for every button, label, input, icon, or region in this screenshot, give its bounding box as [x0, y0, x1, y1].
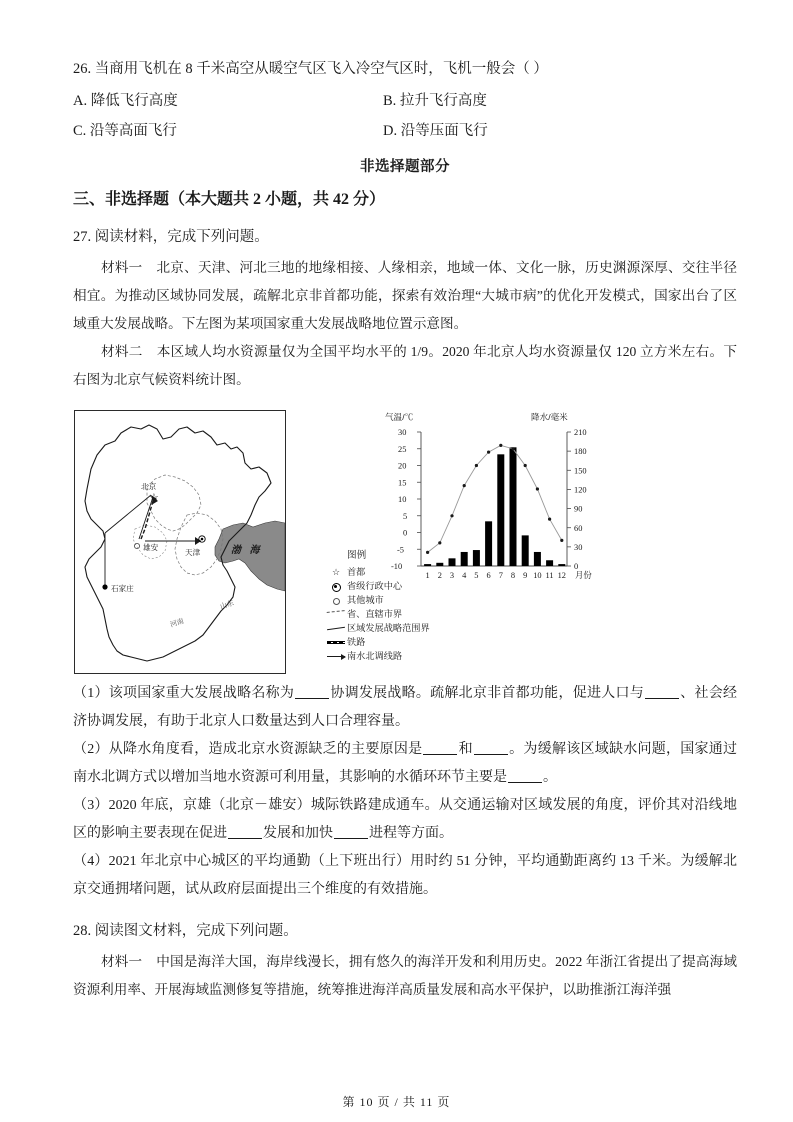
section-heading: 三、非选择题（本大题共 2 小题，共 42 分）: [73, 191, 386, 208]
legend-item-water-diversion: [325, 649, 465, 663]
map-svg: [75, 411, 285, 673]
temperature-line: [428, 445, 562, 552]
option-b: B. 拉升飞行高度: [383, 93, 487, 109]
q28-material-1-text: 中国是海洋大国，海岸线漫长，拥有悠久的海洋开发和利用历史。2022 年浙江省提出了提高海域资源利用率、开展海域监测修复等措施，统筹推进海洋高质量发展和高水平保护，以助推浙江海洋强: [73, 954, 737, 997]
option-c: C. 沿等高面飞行: [73, 123, 177, 139]
legend-label-other-city: 其他城市: [347, 594, 384, 605]
tianjin-municipal-border: [175, 513, 223, 575]
svg-text:-5: -5: [397, 545, 404, 555]
material-2-lead: 材料二: [101, 344, 143, 359]
legend-item-province-border: [325, 607, 465, 621]
solid-line-icon: [325, 621, 347, 635]
svg-text:20: 20: [398, 461, 407, 471]
bohai-sea-shape: [215, 521, 285, 591]
svg-text:30: 30: [398, 428, 407, 437]
answer-blank-3-2[interactable]: [334, 824, 368, 839]
chart-month-labels: [426, 571, 566, 580]
material-1-text: 北京、天津、河北三地的地缘相接、人缘相亲，地域一体、文化一脉，历史渊源深厚、交往半径相宜。为推动区域协同发展，疏解北京非首都功能，探索有效治理“大城市病”的优化开发模式，国家出台了区域重大发展战略。下左图为某项国家重大发展战略地位置示意图。: [73, 260, 737, 331]
svg-text:5: 5: [474, 571, 479, 580]
q28-material-1-lead: 材料一: [101, 954, 143, 969]
figure-group: [73, 402, 737, 674]
option-d: D. 沿等压面飞行: [383, 123, 488, 139]
section-banner: 非选择题部分: [360, 159, 450, 175]
dashed-line-icon: [325, 607, 347, 621]
question-27-sub-4: （4）2021 年北京中心城区的平均通勤（上下班出行）用时约 51 分钟，平均通勤距离约 13 千米。为缓解北京交通拥堵问题，试从政府层面提出三个维度的有效措施。: [73, 854, 737, 897]
svg-text:4: 4: [462, 571, 467, 580]
page-footer: 第 10 页 / 共 11 页: [342, 1095, 451, 1109]
chart-right-ticks: [567, 428, 587, 571]
sub3-text-c: 进程等方面。: [369, 826, 453, 841]
svg-text:10: 10: [398, 495, 407, 504]
answer-blank-1-2[interactable]: [645, 684, 679, 699]
question-26-stem: 26. 当商用飞机在 8 千米高空从暖空气区飞入冷空气区时，飞机一般会（ ）: [73, 61, 548, 77]
chart-left-axis-title: 气温/℃: [385, 412, 414, 422]
legend-label-capital: 首都: [347, 566, 366, 577]
city-circle-icon: [325, 593, 347, 607]
option-a: A. 降低飞行高度: [73, 93, 178, 109]
question-28-material-1: [73, 948, 737, 1004]
sub3-text-b: 发展和加快: [263, 826, 333, 841]
xiongan-area-border: [133, 525, 167, 559]
svg-text:60: 60: [574, 523, 583, 533]
svg-text:6: 6: [486, 571, 491, 580]
legend-label-provincial-center: 省级行政中心: [347, 580, 403, 591]
svg-text:-10: -10: [391, 562, 403, 571]
svg-text:11: 11: [545, 571, 554, 580]
arrow-line-icon: [325, 649, 347, 663]
answer-blank-2-2[interactable]: [474, 740, 508, 755]
sub2-text-c: 。为缓解该区域缺水问题，国家通过南水北调方式以增加当地水资源可利用量，其影响的水循环环节主要是: [73, 742, 738, 785]
province-label-1: 山东: [219, 599, 235, 611]
svg-text:10: 10: [533, 571, 542, 580]
legend-label-railway: 铁路: [347, 636, 366, 647]
svg-text:25: 25: [398, 444, 407, 454]
sea-label-bohai: 渤 海: [231, 545, 263, 556]
sub1-text-a: （1）该项国家重大发展战略名称为: [73, 686, 295, 701]
svg-text:150: 150: [574, 466, 587, 476]
svg-text:12: 12: [557, 571, 566, 580]
city-label-tianjin: 天津: [185, 548, 201, 557]
sub1-text-c: 、社会经济协调发展，有助于北京人口数量达到人口合理容量。: [73, 686, 738, 729]
legend-item-railway: [325, 635, 465, 649]
material-1-lead: 材料一: [101, 260, 143, 275]
sub2-text-b: 和: [458, 742, 473, 757]
legend-label-province-border: 省、直辖市界: [347, 608, 403, 619]
svg-text:0: 0: [574, 562, 579, 571]
svg-text:3: 3: [449, 571, 455, 580]
chart-right-axis-title: 降水/毫米: [531, 412, 568, 422]
water-diversion-routes: [105, 495, 201, 587]
city-symbol-shijiazhuang: [102, 583, 134, 593]
question-27-sub-3: [73, 792, 737, 848]
svg-text:2: 2: [437, 571, 442, 580]
svg-text:7: 7: [498, 571, 503, 580]
city-label-shijiazhuang: 石家庄: [111, 584, 134, 593]
temperature-points: [426, 444, 563, 554]
answer-blank-2-1[interactable]: [423, 740, 457, 755]
material-2-text: 本区域人均水资源量仅为全国平均水平的 1/9。2020 年北京人均水资源量仅 120 立方米左右。下右图为北京气候资料统计图。: [73, 344, 738, 387]
answer-blank-2-3[interactable]: [508, 768, 542, 783]
svg-text:90: 90: [574, 504, 583, 514]
city-symbol-xiongan: [134, 542, 158, 552]
answer-blank-1-1[interactable]: [295, 684, 329, 699]
climate-chart-svg: [381, 408, 609, 608]
question-26-options-row-1: [73, 88, 737, 114]
railway-icon: [325, 635, 347, 649]
svg-text:210: 210: [574, 428, 587, 437]
question-28-number: 28. 阅读图文材料，完成下列问题。: [73, 923, 298, 939]
svg-text:9: 9: [523, 571, 528, 580]
svg-text:120: 120: [574, 485, 587, 495]
railway-beijing-xiongan: [141, 501, 153, 539]
city-label-xiongan: 雄安: [143, 543, 159, 552]
beijing-climate-chart: [381, 408, 609, 608]
svg-text:0: 0: [403, 528, 408, 538]
question-27-number: 27. 阅读材料，完成下列问题。: [73, 229, 269, 245]
capital-dot-icon: [325, 579, 347, 593]
svg-text:8: 8: [510, 571, 516, 580]
sub1-text-b: 协调发展战略。疏解北京非首都功能，促进人口与: [330, 686, 644, 701]
svg-text:1: 1: [425, 571, 430, 580]
capital-star-icon: ☆: [149, 492, 159, 504]
svg-text:15: 15: [398, 478, 407, 488]
sub3-text-a: （3）2020 年底，京雄（北京－雄安）城际铁路建成通车。从交通运输对区域发展的角度，评价其对沿线地区的影响主要表现在促进: [73, 798, 737, 841]
question-27-sub-2: [73, 736, 737, 792]
province-label-2: 河南: [169, 617, 185, 629]
region-strategy-map: [74, 410, 286, 674]
city-label-beijing: 北京: [141, 482, 157, 491]
legend-item-strategy-border: [325, 621, 465, 635]
question-27-material-2: [73, 338, 737, 394]
chart-x-axis-label: 月份: [575, 571, 592, 580]
legend-title: 图例: [347, 550, 367, 561]
svg-text:5: 5: [403, 511, 408, 521]
star-icon: [325, 565, 347, 579]
legend-label-strategy-border: 区域发展战略范围界: [347, 622, 430, 633]
sub2-text-a: （2）从降水角度看，造成北京水资源缺乏的主要原因是: [73, 742, 423, 757]
svg-text:30: 30: [574, 542, 583, 552]
answer-blank-3-1[interactable]: [228, 824, 262, 839]
svg-text:180: 180: [574, 447, 587, 457]
question-27-material-1: [73, 254, 737, 338]
sub2-text-d: 。: [543, 770, 557, 785]
legend-label-water-diversion: 南水北调线路: [347, 650, 403, 661]
chart-left-ticks: [391, 428, 421, 571]
question-26-options-row-2: [73, 118, 737, 144]
question-27-sub-1: [73, 680, 737, 736]
